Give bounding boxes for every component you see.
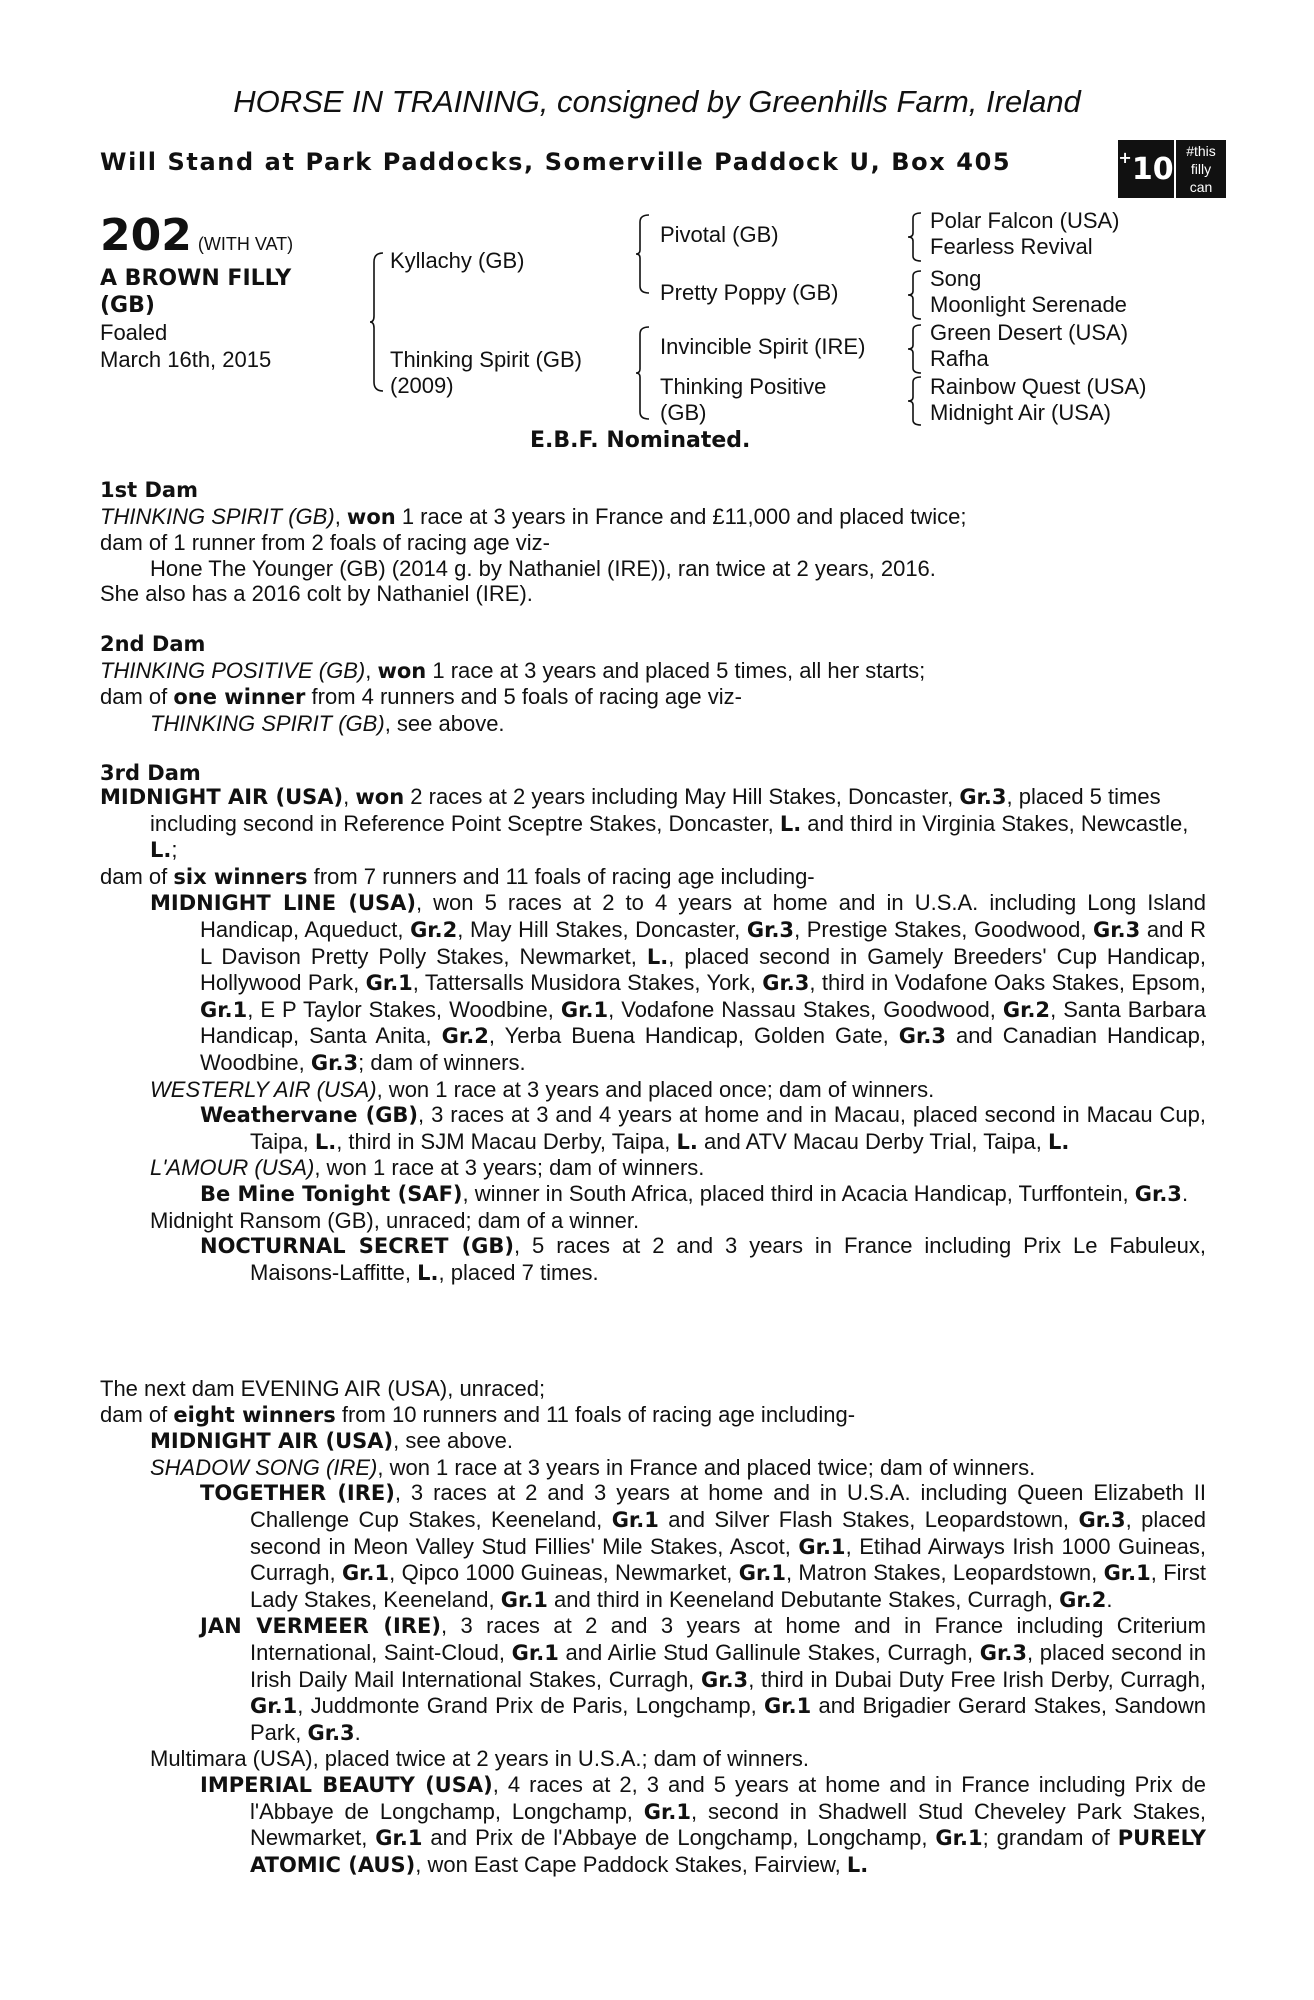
first-dam-section xyxy=(100,478,1206,787)
second-dam-foal: THINKING SPIRIT (GB), see above. xyxy=(150,710,505,736)
dam-dam: Thinking Positive (GB) xyxy=(660,374,827,425)
third-dam-section xyxy=(100,784,1206,1286)
first-dam-produce: dam of 1 runner from 2 foals of racing age viz- xyxy=(100,530,550,556)
produce-midnight-air: MIDNIGHT AIR (USA), see above. xyxy=(150,1428,514,1454)
next-dam-section xyxy=(100,1376,1206,1878)
gen3-dds: Rainbow Quest (USA) xyxy=(930,374,1147,399)
produce-weathervane: Weathervane (GB), 3 races at 3 and 4 years at home and in Macau, placed second in Macau Cup, Taipa, L., third in SJM Macau Derby, Taipa, L. and ATV Macau Derby Trial, Taipa, L. xyxy=(200,1102,1207,1154)
gen3-sss: Polar Falcon (USA) xyxy=(930,208,1120,233)
promo-badge xyxy=(1118,140,1226,198)
third-dam-heading: 3rd Dam xyxy=(100,761,201,786)
bracket-3 xyxy=(908,324,922,374)
bracket-4 xyxy=(908,376,922,426)
bracket-2 xyxy=(908,270,922,320)
plus-ten-logo: + 10 xyxy=(1118,140,1174,198)
second-dam-produce: dam of one winner from 4 runners and 5 foals of racing age viz- xyxy=(100,684,742,710)
sire-line-bracket xyxy=(636,214,650,294)
sire: Kyllachy (GB) xyxy=(390,248,525,273)
sire-dam-bracket xyxy=(370,252,384,392)
produce-be-mine-tonight: Be Mine Tonight (SAF), winner in South Africa, placed third in Acacia Handicap, Turffontein, Gr.3. xyxy=(200,1180,1189,1206)
third-dam-record: MIDNIGHT AIR (USA), won 2 races at 2 years including May Hill Stakes, Doncaster, Gr.3, placed 5 times including second in Reference Point Sceptre Stakes, Doncaster, L. and third in Virginia Stakes, Newcastle, L.; xyxy=(100,784,1189,863)
first-dam-heading: 1st Dam xyxy=(100,478,198,502)
sire-sire: Pivotal (GB) xyxy=(660,222,779,247)
produce-together: TOGETHER (IRE), 3 races at 2 and 3 years at home and in U.S.A. including Queen Elizabeth II Challenge Cup Stakes, Keeneland, Gr.1 and Silver Flash Stakes, Leopardstown, Gr.3, placed second in Meon Valley Stud Fillies' Mile Stakes, Ascot, Gr.1, Etihad Airways Irish 1000 Guineas, Curragh, Gr.1, Qipco 1000 Guineas, Newmarket, Gr.1, Matron Stakes, Leopardstown, Gr.1, First Lady Stakes, Keeneland, Gr.1 and third in Keeneland Debutante Stakes, Curragh, Gr.2. xyxy=(200,1480,1206,1612)
second-dam-heading: 2nd Dam xyxy=(100,631,206,656)
first-dam-foal: Hone The Younger (GB) (2014 g. by Nathaniel (IRE)), ran twice at 2 years, 2016. xyxy=(150,555,936,581)
gen3-sds: Song xyxy=(930,266,982,291)
first-dam-record: THINKING SPIRIT (GB), won 1 race at 3 years in France and £11,000 and placed twice; xyxy=(100,503,967,529)
gen3-ssd: Fearless Revival xyxy=(930,234,1093,259)
produce-westerly-air: WESTERLY AIR (USA), won 1 race at 3 years and placed once; dam of winners. xyxy=(150,1076,935,1102)
gen3-ddd: Midnight Air (USA) xyxy=(930,400,1111,425)
produce-jan-vermeer: JAN VERMEER (IRE), 3 races at 2 and 3 years at home and in France including Criterium International, Saint-Cloud, Gr.1 and Airlie Stud Gallinule Stakes, Curragh, Gr.3, placed second in Irish Daily Mail International Stakes, Curragh, Gr.3, third in Dubai Duty Free Irish Derby, Curragh, Gr.1, Juddmonte Grand Prix de Paris, Longchamp, Gr.1 and Brigadier Gerard Stakes, Sandown Park, Gr.3. xyxy=(200,1613,1207,1745)
lot-description: A BROWN FILLY (GB) xyxy=(100,266,292,318)
hashtag-logo: #this filly can xyxy=(1176,140,1226,198)
ebf-nominated: E.B.F. Nominated. xyxy=(530,428,751,453)
dam-sire: Invincible Spirit (IRE) xyxy=(660,334,866,359)
produce-shadow-song: SHADOW SONG (IRE), won 1 race at 3 years in France and placed twice; dam of winners. xyxy=(150,1454,1036,1480)
vat-note: (WITH VAT) xyxy=(197,234,294,254)
sire-dam: Pretty Poppy (GB) xyxy=(660,280,839,305)
gen3-sdd: Moonlight Serenade xyxy=(930,292,1127,317)
lot-info xyxy=(100,210,370,373)
produce-lamour: L'AMOUR (USA), won 1 race at 3 years; dam of winners. xyxy=(150,1155,705,1181)
produce-multimara: Multimara (USA), placed twice at 2 years in U.S.A.; dam of winners. xyxy=(150,1746,810,1772)
lot-number: 202 xyxy=(100,210,192,261)
gen3-dsd: Rafha xyxy=(930,346,989,371)
next-dam-record: The next dam EVENING AIR (USA), unraced; xyxy=(100,1376,546,1401)
bracket-1 xyxy=(908,212,922,262)
produce-midnight-line: MIDNIGHT LINE (USA), won 5 races at 2 to 4 years at home and in U.S.A. including Long Island Handicap, Aqueduct, Gr.2, May Hill Stakes, Doncaster, Gr.3, Prestige Stakes, Goodwood, Gr.3 and R L Davison Pretty Polly Stakes, Newmarket, L., placed second in Gamely Breeders' Cup Handicap, Hollywood Park, Gr.1, Tattersalls Musidora Stakes, York, Gr.3, third in Vodafone Oaks Stakes, Epsom, Gr.1, E P Taylor Stakes, Woodbine, Gr.1, Vodafone Nassau Stakes, Goodwood, Gr.2, Santa Barbara Handicap, Santa Anita, Gr.2, Yerba Buena Handicap, Golden Gate, Gr.3 and Canadian Handicap, Woodbine, Gr.3; dam of winners. xyxy=(150,890,1207,1075)
gen3-dss: Green Desert (USA) xyxy=(930,320,1129,345)
produce-imperial-beauty: IMPERIAL BEAUTY (USA), 4 races at 2, 3 and 5 years at home and in France including Prix de l'Abbaye de Longchamp, Longchamp, Gr.1, second in Shadwell Stud Cheveley Park Stakes, Newmarket, Gr.1 and Prix de l'Abbaye de Longchamp, Longchamp, Gr.1; grandam of PURELY ATOMIC (AUS), won East Cape Paddock Stakes, Fairview, L. xyxy=(200,1771,1207,1877)
produce-midnight-ransom: Midnight Ransom (GB), unraced; dam of a winner. xyxy=(150,1207,640,1233)
first-dam-note: She also has a 2016 colt by Nathaniel (IRE). xyxy=(100,581,533,607)
third-dam-produce: dam of six winners from 7 runners and 11 foals of racing age including- xyxy=(100,863,815,889)
next-dam-produce: dam of eight winners from 10 runners and 11 foals of racing age including- xyxy=(100,1401,856,1427)
second-dam-record: THINKING POSITIVE (GB), won 1 race at 3 years and placed 5 times, all her starts; xyxy=(100,657,926,683)
stand-location: Will Stand at Park Paddocks, Somerville Paddock U, Box 405 xyxy=(100,148,1012,176)
dam: Thinking Spirit (GB) (2009) xyxy=(390,347,582,398)
catalogue-header: HORSE IN TRAINING, consigned by Greenhills Farm, Ireland xyxy=(233,84,1081,119)
dam-line-bracket xyxy=(636,326,650,420)
produce-nocturnal-secret: NOCTURNAL SECRET (GB), 5 races at 2 and 3 years in France including Prix Le Fabuleux, Maisons-Laffitte, L., placed 7 times. xyxy=(200,1233,1206,1285)
foaled-date: Foaled March 16th, 2015 xyxy=(100,320,272,372)
